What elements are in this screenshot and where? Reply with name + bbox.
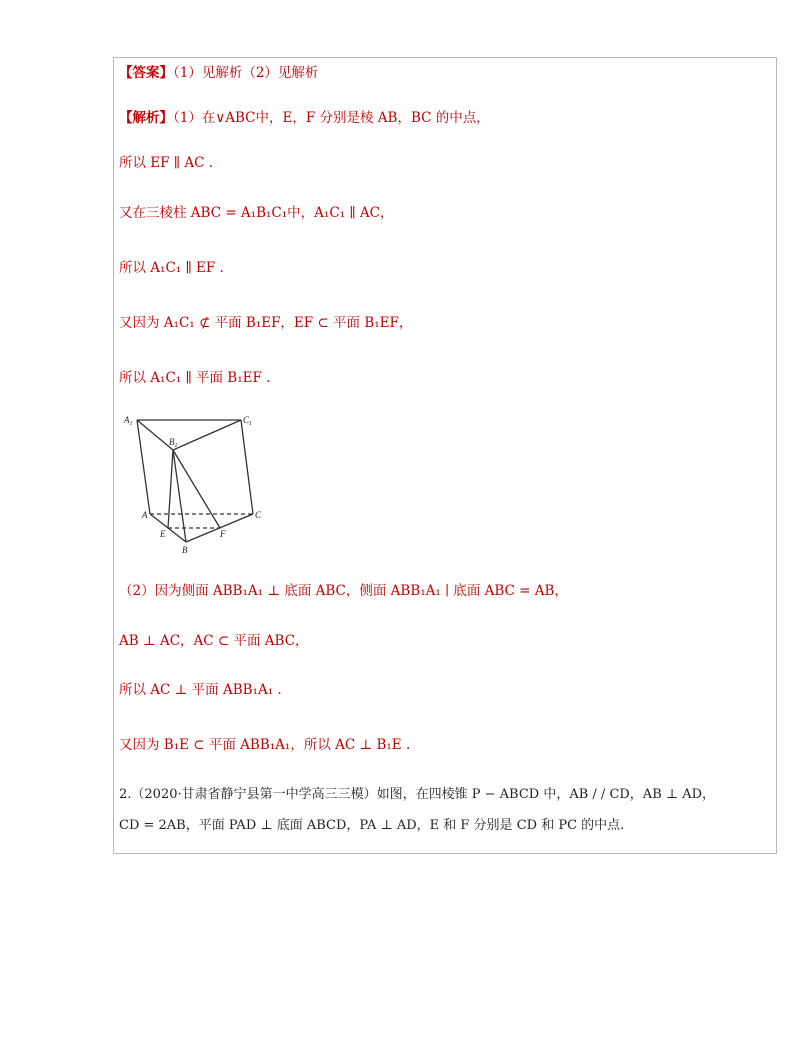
analysis-line-5: 又因为 A₁C₁ ⊄ 平面 B₁EF，EF ⊂ 平面 B₁EF， xyxy=(119,315,413,331)
edge-c1c xyxy=(241,420,253,514)
part2-line-1: （2）因为侧面 ABB₁A₁ ⊥ 底面 ABC，侧面 ABB₁A₁ ∣ 底面 ABC = AB， xyxy=(119,583,568,599)
prism-figure xyxy=(120,410,280,562)
analysis-tag: 【解析】 xyxy=(119,110,173,126)
label-b: B xyxy=(182,545,188,555)
problem2-line-2: CD = 2AB，平面 PAD ⊥ 底面 ABCD，PA ⊥ AD，E 和 F 分别是 CD 和 PC 的中点. xyxy=(119,818,625,833)
label-c1: $C_1$ xyxy=(243,415,253,427)
label-b1: $B_1$ xyxy=(169,437,178,449)
part2-line-2: AB ⊥ AC，AC ⊂ 平面 ABC， xyxy=(119,633,309,649)
analysis-line-6: 所以 A₁C₁ ∥ 平面 B₁EF . xyxy=(119,370,271,386)
label-a1: $A_1$ xyxy=(124,415,133,427)
answer-text: （1）见解析（2）见解析 xyxy=(173,65,319,81)
analysis-line-3: 又在三棱柱 ABC = A₁B₁C₁中，A₁C₁ ∥ AC， xyxy=(119,205,394,221)
analysis-line-4: 所以 A₁C₁ ∥ EF . xyxy=(119,260,224,276)
analysis-line-2: 所以 EF ∥ AC . xyxy=(119,155,213,171)
label-e: E xyxy=(160,529,166,539)
label-c: C xyxy=(255,510,262,520)
edge-b1c1 xyxy=(173,420,241,450)
edge-a1b1 xyxy=(137,420,173,450)
edge-b1e xyxy=(168,450,173,528)
analysis-line-1 xyxy=(119,109,490,127)
edge-b1f xyxy=(173,450,220,528)
analysis-text-1: （1）在∨ABC中，E，F 分别是棱 AB，BC 的中点， xyxy=(173,110,490,126)
edge-a1a xyxy=(137,420,150,514)
problem2-line-1: 2.（2020·甘肃省静宁县第一中学高三三模）如图，在四棱锥 P − ABCD 中，AB / / CD，AB ⊥ AD， xyxy=(119,787,716,802)
answer-line xyxy=(119,64,318,82)
part2-line-4: 又因为 B₁E ⊂ 平面 ABB₁A₁，所以 AC ⊥ B₁E . xyxy=(119,737,411,753)
part2-line-3: 所以 AC ⊥ 平面 ABB₁A₁ . xyxy=(119,682,282,698)
answer-tag: 【答案】 xyxy=(119,65,173,81)
label-f: F xyxy=(220,529,226,539)
label-a: A xyxy=(142,510,148,520)
